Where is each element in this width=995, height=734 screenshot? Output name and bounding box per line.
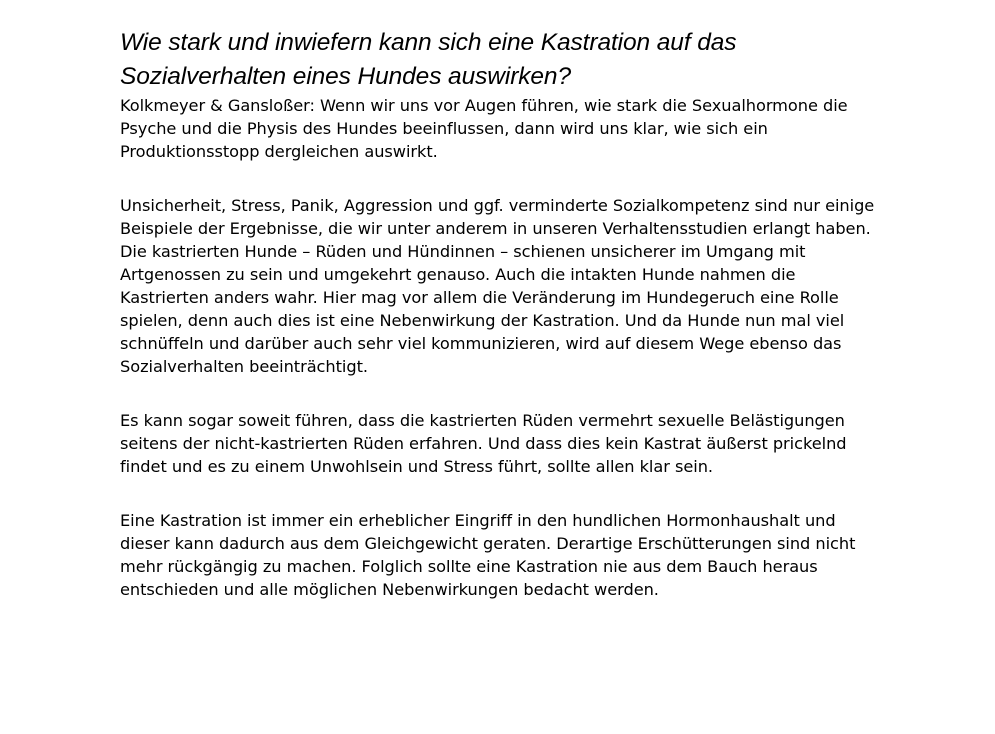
paragraph-effects: Unsicherheit, Stress, Panik, Aggression und ggf. verminderte Sozialkompetenz sind nur einige Beispiele der Ergebnisse, die wir unter anderem in unseren Verhaltensstudien erlangt haben. Die kastrierten Hunde – Rüden und Hündinnen – schienen unsicherer im Umgang mit Artgenossen zu sein und umgekehrt genauso. Auch die intakten Hunde nahmen die Kastrierten anders wahr. Hier mag vor allem die Veränderung im Hundegeruch eine Rolle spielen, denn auch dies ist eine Nebenwirkung der Kastration. Und da Hunde nun mal viel schnüffeln und darüber auch sehr viel kommunizieren, wird auf diesem Wege ebenso das Sozialverhalten beeinträchtigt.: [120, 196, 875, 376]
document-page: [120, 26, 880, 601]
document-title: Wie stark und inwiefern kann sich eine Kastration auf das Sozialverhalten eines Hundes auswirken?: [120, 29, 737, 90]
paragraph-conclusion: Eine Kastration ist immer ein erheblicher Eingriff in den hundlichen Hormonhaushalt und dieser kann dadurch aus dem Gleichgewicht geraten. Derartige Erschütterungen sind nicht mehr rückgängig zu machen. Folglich sollte eine Kastration nie aus dem Bauch heraus entschieden und alle möglichen Nebenwirkungen bedacht werden.: [120, 511, 856, 599]
paragraph-harassment: Es kann sogar soweit führen, dass die kastrierten Rüden vermehrt sexuelle Belästigungen seitens der nicht-kastrierten Rüden erfahren. Und dass dies kein Kastrat äußerst prickelnd findet und es zu einem Unwohlsein und Stress führt, sollte allen klar sein.: [120, 411, 847, 476]
paragraph-intro: Kolkmeyer & Gansloßer: Wenn wir uns vor Augen führen, wie stark die Sexualhormone die Psyche und die Physis des Hundes beeinflussen, dann wird uns klar, wie sich ein Produktionsstopp dergleichen auswirkt.: [120, 96, 848, 161]
